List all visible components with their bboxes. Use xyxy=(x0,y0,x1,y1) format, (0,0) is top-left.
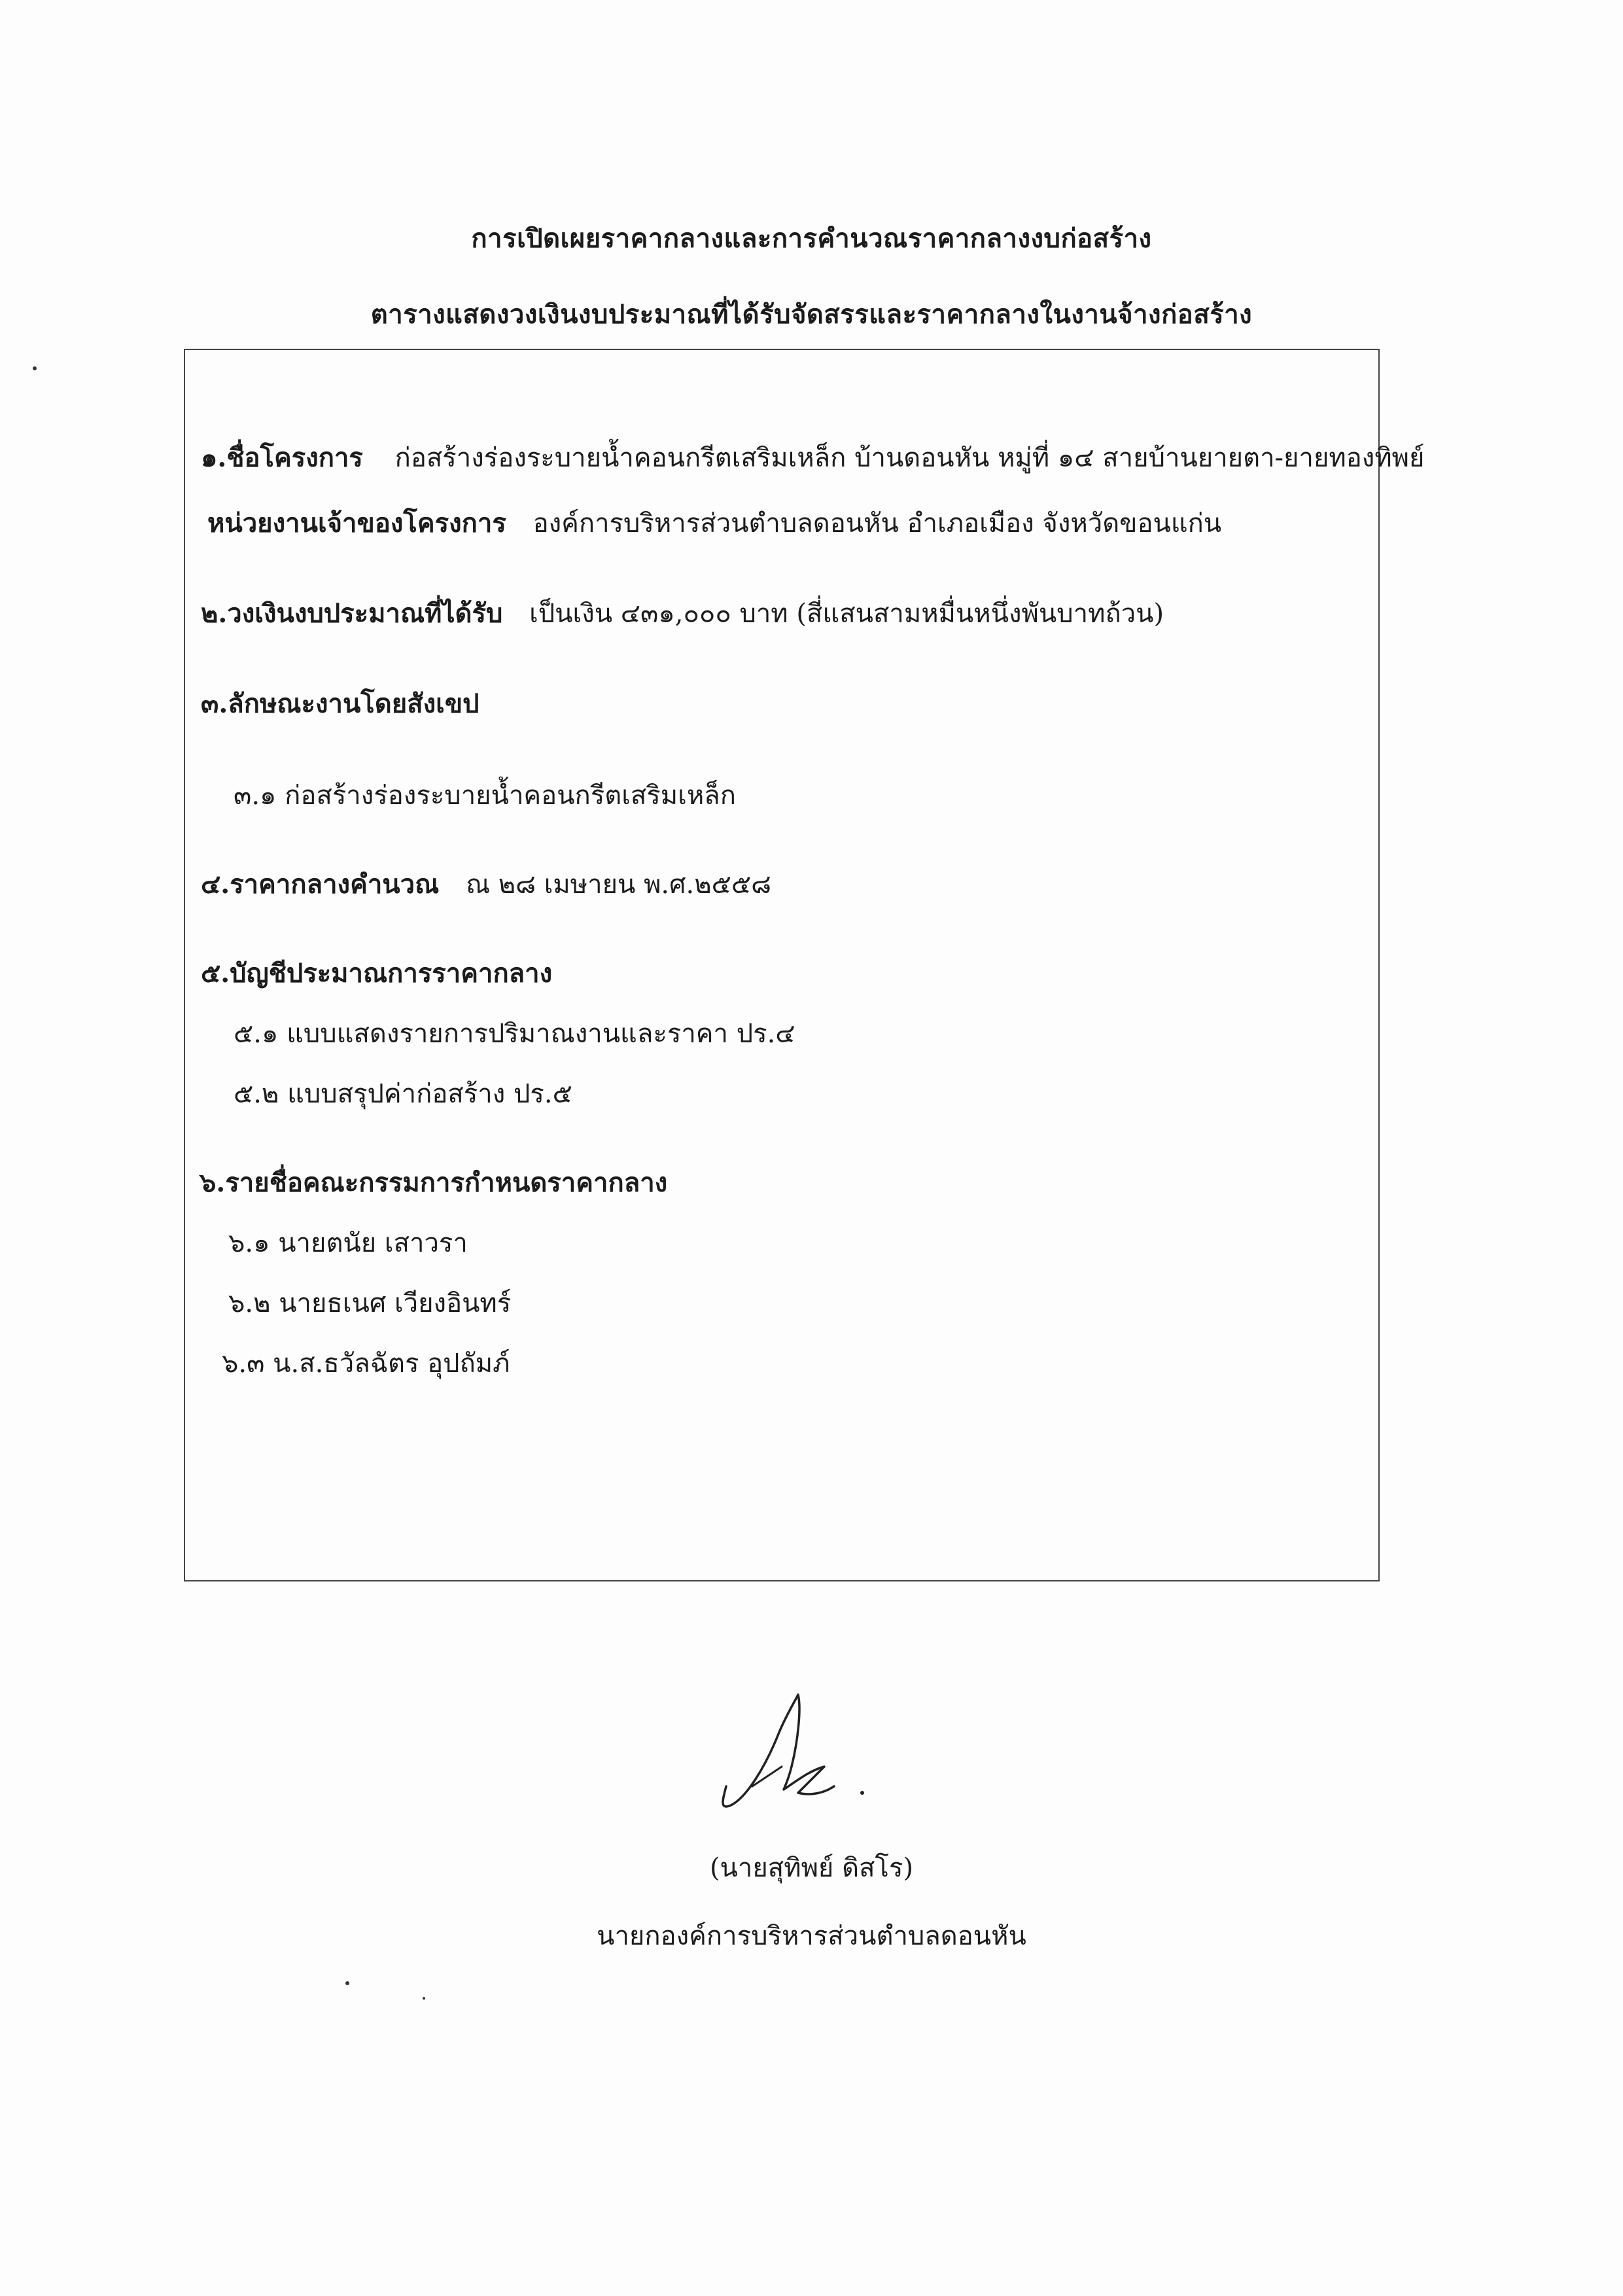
section-1-label: ๑.ชื่อโครงการ xyxy=(201,442,363,473)
section-6-item-2: ๖.๒ นายธเนศ เวียงอินทร์ xyxy=(228,1288,512,1318)
signatory-name: (นายสุทิพย์ ดิสโร) xyxy=(709,1853,914,1883)
scan-speck xyxy=(345,1981,349,1985)
document-title: การเปิดเผยราคากลางและการคำนวณราคากลางงบก่อสร้าง xyxy=(471,223,1152,254)
section-6-item-3: ๖.๓ น.ส.ธวัลฉัตร อุปถัมภ์ xyxy=(222,1349,510,1379)
section-4 xyxy=(201,863,771,905)
scan-speck xyxy=(33,366,37,370)
section-3-item-1: ๓.๑ ก่อสร้างร่องระบายน้ำคอนกรีตเสริมเหล็ก xyxy=(234,781,736,811)
section-1 xyxy=(201,436,1425,478)
section-5-label: ๕.บัญชีประมาณการราคากลาง xyxy=(201,958,553,989)
section-4-label: ๔.ราคากลางคำนวณ xyxy=(201,869,440,900)
section-2 xyxy=(201,592,1164,634)
section-1-owner xyxy=(207,502,1221,544)
section-2-label: ๒.วงเงินงบประมาณที่ได้รับ xyxy=(201,598,503,629)
signature-icon xyxy=(707,1688,890,1819)
section-1-value: ก่อสร้างร่องระบายน้ำคอนกรีตเสริมเหล็ก บ้านดอนหัน หมู่ที่ ๑๔ สายบ้านยายตา-ยายทองทิพย์ xyxy=(394,443,1425,473)
content-frame xyxy=(184,349,1425,1581)
scan-speck xyxy=(423,1997,425,2000)
section-3-label: ๓.ลักษณะงานโดยสังเขป xyxy=(201,688,480,719)
section-4-value: ณ ๒๘ เมษายน พ.ศ.๒๕๕๘ xyxy=(465,870,772,900)
owner-value: องค์การบริหารส่วนตำบลดอนหัน อำเภอเมือง จังหวัดขอนแก่น xyxy=(532,508,1222,539)
section-5-item-2: ๕.๒ แบบสรุปค่าก่อสร้าง ปร.๕ xyxy=(234,1079,572,1109)
document-subtitle: ตารางแสดงวงเงินงบประมาณที่ได้รับจัดสรรและราคากลางในงานจ้างก่อสร้าง xyxy=(370,299,1253,330)
section-2-value: เป็นเงิน ๔๓๑,๐๐๐ บาท (สี่แสนสามหมื่นหนึ่งพันบาทถ้วน) xyxy=(529,599,1164,629)
section-5-item-1: ๕.๑ แบบแสดงรายการปริมาณงานและราคา ปร.๔ xyxy=(234,1019,795,1049)
section-6-label: ๖.รายชื่อคณะกรรมการกำหนดราคากลาง xyxy=(200,1167,668,1198)
section-6-item-1: ๖.๑ นายตนัย เสาวรา xyxy=(228,1228,468,1258)
signatory-position: นายกองค์การบริหารส่วนตำบลดอนหัน xyxy=(597,1921,1026,1951)
owner-label: หน่วยงานเจ้าของโครงการ xyxy=(207,508,506,539)
